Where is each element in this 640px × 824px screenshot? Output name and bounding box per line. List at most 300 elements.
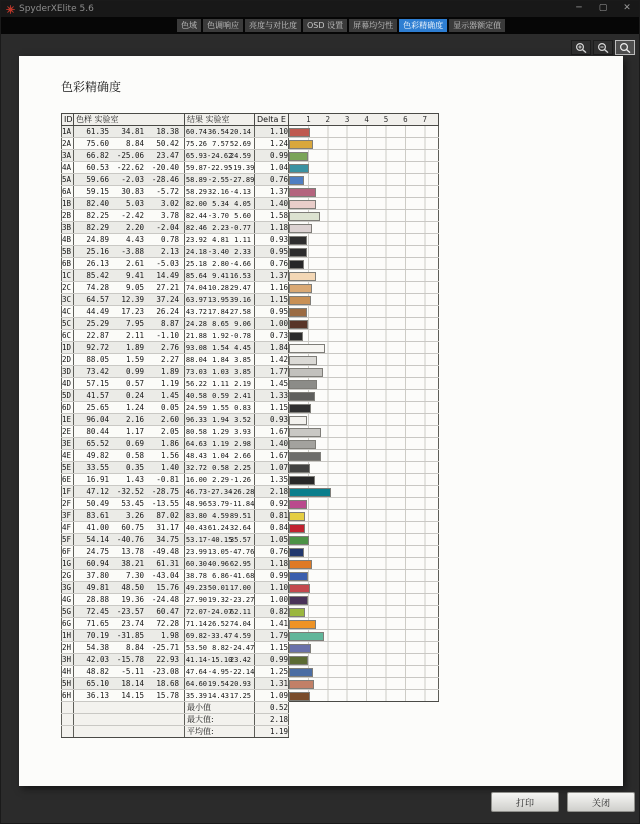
cell-delta-chart — [289, 522, 439, 534]
lab-value: -15.10 — [207, 655, 233, 664]
cell-id: 2B — [62, 210, 74, 222]
lab-value: 26.24 — [156, 307, 179, 316]
lab-value: -24.07 — [207, 607, 233, 616]
table-row-2H — [62, 642, 439, 654]
lab-value: 1.94 — [212, 415, 229, 424]
zoom-out-button[interactable] — [593, 40, 613, 55]
lab-value: -2.04 — [156, 223, 179, 232]
lab-value: 48.50 — [121, 583, 144, 592]
lab-value: 2.11 — [125, 331, 144, 340]
tab-bar — [1, 17, 639, 34]
lab-value: 82.40 — [86, 199, 109, 208]
table-row-1H — [62, 630, 439, 642]
table-body — [62, 126, 439, 738]
lab-value: -24.47 — [229, 643, 255, 652]
lab-value: 61.35 — [86, 127, 109, 136]
delta-bar — [289, 344, 325, 353]
table-row-1C — [62, 270, 439, 282]
lab-value: 15.76 — [156, 583, 179, 592]
lab-value: 18.68 — [156, 679, 179, 688]
lab-value: 75.26 — [185, 139, 207, 148]
table-row-6E — [62, 474, 439, 486]
lab-value: -4.95 — [207, 667, 229, 676]
cell-id: 3F — [62, 510, 74, 522]
cell-sample-lab — [74, 558, 185, 570]
table-row-1G — [62, 558, 439, 570]
table-row-4B — [62, 234, 439, 246]
cell-delta-e: 1.84 — [255, 342, 289, 354]
table-row-2A — [62, 138, 439, 150]
cell-result-lab — [185, 582, 255, 594]
table-row-5H — [62, 678, 439, 690]
cell-id: 5A — [62, 174, 74, 186]
lab-value: 74.28 — [86, 283, 109, 292]
cell-id: 4B — [62, 234, 74, 246]
lab-value: -2.42 — [121, 211, 144, 220]
lab-value: 24.18 — [185, 247, 207, 256]
tab-1[interactable]: 色调响应 — [203, 19, 243, 32]
cell-id: 1D — [62, 342, 74, 354]
lab-value: 18.38 — [156, 127, 179, 136]
cell-result-lab — [185, 618, 255, 630]
zoom-in-button[interactable] — [571, 40, 591, 55]
cell-delta-chart — [289, 378, 439, 390]
lab-value: -28.75 — [151, 487, 179, 496]
cell-delta-chart — [289, 354, 439, 366]
lab-value: 1.89 — [125, 343, 144, 352]
table-row-5B — [62, 246, 439, 258]
cell-sample-lab — [74, 546, 185, 558]
lab-value: 14.49 — [156, 271, 179, 280]
cell-result-lab — [185, 666, 255, 678]
window-title: SpyderXElite 5.6 — [19, 4, 94, 14]
cell-result-lab — [185, 486, 255, 498]
cell-delta-e: 1.37 — [255, 270, 289, 282]
cell-sample-lab — [74, 414, 185, 426]
cell-result-lab — [185, 174, 255, 186]
cell-id: 4F — [62, 522, 74, 534]
cell-id: 3G — [62, 582, 74, 594]
lab-value: -3.70 — [207, 211, 229, 220]
lab-value: 65.93 — [185, 151, 207, 160]
lab-value: 48.96 — [185, 499, 207, 508]
lab-value: 49.81 — [86, 583, 109, 592]
lab-value: 10.28 — [207, 283, 229, 292]
delta-bar — [289, 548, 304, 557]
table-row-2E — [62, 426, 439, 438]
cell-delta-e: 1.18 — [255, 558, 289, 570]
cell-sample-lab — [74, 654, 185, 666]
cell-delta-chart — [289, 270, 439, 282]
zoom-out-icon — [597, 42, 610, 54]
cell-id: 3A — [62, 150, 74, 162]
lab-value: 9.05 — [125, 283, 144, 292]
cell-result-lab — [185, 210, 255, 222]
lab-value: 50.01 — [207, 583, 229, 592]
delta-bar — [289, 152, 308, 161]
lab-value: -25.71 — [151, 643, 179, 652]
cell-sample-lab — [74, 306, 185, 318]
maximize-button[interactable]: ▢ — [598, 3, 608, 13]
cell-result-lab — [185, 642, 255, 654]
lab-value: 37.24 — [156, 295, 179, 304]
summary-empty-id — [62, 702, 74, 714]
tab-5[interactable]: 色彩精确度 — [399, 19, 447, 32]
lab-value: 4.43 — [125, 235, 144, 244]
lab-value: 1.11 — [212, 379, 229, 388]
lab-value: -13.55 — [151, 499, 179, 508]
tab-0[interactable]: 色域 — [177, 19, 201, 32]
lab-value: 25.65 — [86, 403, 109, 412]
cell-id: 1E — [62, 414, 74, 426]
lab-value: 24.59 — [229, 151, 251, 160]
lab-value: 53.79 — [207, 499, 229, 508]
tab-2[interactable]: 亮度与对比度 — [245, 19, 301, 32]
lab-value: 82.29 — [86, 223, 109, 232]
zoom-fit-button[interactable] — [615, 40, 635, 55]
page-title: 色彩精确度 — [61, 80, 122, 94]
lab-value: 33.55 — [86, 463, 109, 472]
cell-id: 4C — [62, 306, 74, 318]
cell-id: 6A — [62, 186, 74, 198]
lab-value: 82.44 — [185, 211, 207, 220]
cell-delta-chart — [289, 186, 439, 198]
lab-value: 14.43 — [207, 691, 229, 700]
cell-sample-lab — [74, 606, 185, 618]
cell-delta-chart — [289, 342, 439, 354]
delta-bar — [289, 488, 331, 497]
cell-result-lab — [185, 390, 255, 402]
cell-id: 5H — [62, 678, 74, 690]
cell-id: 6E — [62, 474, 74, 486]
cell-delta-chart — [289, 690, 439, 702]
cell-sample-lab — [74, 522, 185, 534]
summary-row-0 — [62, 702, 439, 714]
lab-value: 92.72 — [86, 343, 109, 352]
delta-bar — [289, 224, 312, 233]
lab-value: 2.16 — [125, 415, 144, 424]
cell-delta-e: 1.18 — [255, 222, 289, 234]
lab-value: 25.16 — [86, 247, 109, 256]
cell-delta-chart — [289, 126, 439, 138]
cell-id: 5E — [62, 462, 74, 474]
cell-id: 1A — [62, 126, 74, 138]
lab-value: 74.04 — [229, 619, 251, 628]
cell-sample-lab — [74, 666, 185, 678]
cell-sample-lab — [74, 378, 185, 390]
delta-bar — [289, 296, 311, 305]
close-dialog-button[interactable]: 关闭 — [567, 792, 635, 812]
cell-delta-e: 1.41 — [255, 618, 289, 630]
cell-result-lab — [185, 558, 255, 570]
cell-delta-e: 1.09 — [255, 690, 289, 702]
table-row-5C — [62, 318, 439, 330]
lab-value: 5.03 — [125, 199, 144, 208]
lab-value: -23.27 — [229, 595, 255, 604]
cell-id: 2A — [62, 138, 74, 150]
cell-result-lab — [185, 594, 255, 606]
summary-row-1 — [62, 714, 439, 726]
lab-value: -23.08 — [151, 667, 179, 676]
lab-value: 19.54 — [207, 679, 229, 688]
lab-value: -19.39 — [229, 163, 255, 172]
lab-value: 85.64 — [185, 271, 207, 280]
lab-value: 21.88 — [185, 331, 207, 340]
lab-value: -22.95 — [207, 163, 233, 172]
cell-delta-e: 0.92 — [255, 498, 289, 510]
close-button[interactable]: ✕ — [623, 3, 631, 13]
lab-value: 2.19 — [234, 379, 251, 388]
tab-6[interactable]: 显示器额定值 — [449, 19, 505, 32]
cell-result-lab — [185, 246, 255, 258]
cell-id: 6C — [62, 330, 74, 342]
cell-result-lab — [185, 162, 255, 174]
table-row-3B — [62, 222, 439, 234]
cell-sample-lab — [74, 594, 185, 606]
lab-value: 82.25 — [86, 211, 109, 220]
cell-delta-e: 1.37 — [255, 186, 289, 198]
cell-sample-lab — [74, 186, 185, 198]
cell-delta-e: 1.15 — [255, 642, 289, 654]
lab-value: -1.26 — [229, 475, 251, 484]
cell-delta-e: 0.81 — [255, 510, 289, 522]
lab-value: 7.57 — [212, 139, 229, 148]
lab-value: 24.59 — [185, 403, 207, 412]
print-button[interactable]: 打印 — [491, 792, 559, 812]
lab-value: 59.15 — [86, 187, 109, 196]
lab-value: 37.80 — [86, 571, 109, 580]
cell-result-lab — [185, 126, 255, 138]
cell-sample-lab — [74, 354, 185, 366]
delta-bar — [289, 620, 316, 629]
lab-value: 5.34 — [212, 199, 229, 208]
lab-value: 2.61 — [125, 259, 144, 268]
lab-value: 27.90 — [185, 595, 207, 604]
cell-delta-chart — [289, 498, 439, 510]
cell-result-lab — [185, 690, 255, 702]
lab-value: 24.75 — [86, 547, 109, 556]
cell-result-lab — [185, 474, 255, 486]
lab-value: 20.14 — [229, 127, 251, 136]
lab-value: 1.19 — [160, 379, 179, 388]
cell-delta-e: 1.45 — [255, 378, 289, 390]
cell-delta-chart — [289, 630, 439, 642]
lab-value: 2.76 — [160, 343, 179, 352]
lab-value: 80.44 — [86, 427, 109, 436]
delta-bar — [289, 476, 315, 485]
summary-empty-id — [62, 726, 74, 738]
cell-delta-chart — [289, 462, 439, 474]
cell-delta-chart — [289, 198, 439, 210]
lab-value: 1.24 — [125, 403, 144, 412]
lab-value: 53.50 — [185, 643, 207, 652]
table-row-1F — [62, 486, 439, 498]
cell-delta-e: 1.00 — [255, 318, 289, 330]
cell-delta-chart — [289, 582, 439, 594]
lab-value: 60.94 — [86, 559, 109, 568]
cell-result-lab — [185, 150, 255, 162]
lab-value: 93.08 — [185, 343, 207, 352]
lab-value: 43.72 — [185, 307, 207, 316]
cell-delta-chart — [289, 486, 439, 498]
titlebar[interactable] — [1, 1, 639, 17]
cell-id: 5F — [62, 534, 74, 546]
cell-result-lab — [185, 438, 255, 450]
lab-value: -26.28 — [229, 487, 255, 496]
table-row-3A — [62, 150, 439, 162]
cell-delta-chart — [289, 618, 439, 630]
lab-value: 25.29 — [86, 319, 109, 328]
lab-value: 60.47 — [156, 607, 179, 616]
lab-value: 49.82 — [86, 451, 109, 460]
cell-sample-lab — [74, 510, 185, 522]
lab-value: 80.58 — [185, 427, 207, 436]
tab-3[interactable]: OSD 设置 — [303, 19, 347, 32]
summary-row-2 — [62, 726, 439, 738]
table-row-1E — [62, 414, 439, 426]
lab-value: 66.82 — [86, 151, 109, 160]
table-row-5D — [62, 390, 439, 402]
lab-value: 23.42 — [229, 655, 251, 664]
cell-id: 6D — [62, 402, 74, 414]
lab-value: -24.62 — [207, 151, 233, 160]
lab-value: 54.38 — [86, 643, 109, 652]
lab-value: 40.43 — [185, 523, 207, 532]
cell-sample-lab — [74, 174, 185, 186]
cell-sample-lab — [74, 138, 185, 150]
cell-delta-chart — [289, 438, 439, 450]
table-row-5A — [62, 174, 439, 186]
cell-delta-chart — [289, 474, 439, 486]
lab-value: 1.17 — [125, 427, 144, 436]
lab-value: 3.02 — [160, 199, 179, 208]
lab-value: 8.65 — [212, 319, 229, 328]
table-row-2F — [62, 498, 439, 510]
lab-value: 96.33 — [185, 415, 207, 424]
lab-value: 59.87 — [185, 163, 207, 172]
lab-value: 54.14 — [86, 535, 109, 544]
zoom-fit-icon — [619, 42, 632, 54]
lab-value: 1.45 — [160, 391, 179, 400]
lab-value: 17.23 — [121, 307, 144, 316]
cell-sample-lab — [74, 162, 185, 174]
cell-sample-lab — [74, 486, 185, 498]
lab-value: 1.19 — [212, 439, 229, 448]
cell-id: 3C — [62, 294, 74, 306]
lab-value: 2.27 — [160, 355, 179, 364]
cell-delta-e: 1.67 — [255, 450, 289, 462]
cell-id: 4A — [62, 162, 74, 174]
cell-delta-e: 1.42 — [255, 354, 289, 366]
lab-value: 1.40 — [160, 463, 179, 472]
cell-result-lab — [185, 498, 255, 510]
cell-sample-lab — [74, 390, 185, 402]
lab-value: 63.97 — [185, 295, 207, 304]
delta-bar — [289, 164, 309, 173]
lab-value: 41.00 — [86, 523, 109, 532]
minimize-button[interactable]: ─ — [576, 3, 582, 13]
lab-value: 26.52 — [207, 619, 229, 628]
cell-result-lab — [185, 270, 255, 282]
lab-value: -2.55 — [207, 175, 229, 184]
lab-value: 49.23 — [185, 583, 207, 592]
lab-value: 30.83 — [121, 187, 144, 196]
lab-value: 1.04 — [212, 451, 229, 460]
delta-bar — [289, 380, 317, 389]
cell-delta-chart — [289, 234, 439, 246]
summary-empty-id — [62, 714, 74, 726]
cell-delta-chart — [289, 666, 439, 678]
table-row-6C — [62, 330, 439, 342]
cell-delta-chart — [289, 174, 439, 186]
cell-id: 4D — [62, 378, 74, 390]
table-header-row — [62, 114, 439, 126]
cell-sample-lab — [74, 210, 185, 222]
tab-4[interactable]: 屏幕均匀性 — [349, 19, 397, 32]
cell-delta-chart — [289, 594, 439, 606]
cell-delta-e: 1.15 — [255, 294, 289, 306]
delta-bar — [289, 200, 316, 209]
table-row-5G — [62, 606, 439, 618]
cell-delta-chart — [289, 150, 439, 162]
lab-value: 89.51 — [229, 511, 251, 520]
header-id: ID — [62, 114, 74, 126]
delta-bar — [289, 176, 304, 185]
lab-value: 64.63 — [185, 439, 207, 448]
cell-sample-lab — [74, 690, 185, 702]
lab-value: 70.19 — [86, 631, 109, 640]
summary-value: 2.18 — [255, 714, 289, 726]
lab-value: 52.69 — [229, 139, 251, 148]
lab-value: 19.36 — [121, 595, 144, 604]
lab-value: 53.45 — [121, 499, 144, 508]
cell-id: 5G — [62, 606, 74, 618]
lab-value: 0.58 — [125, 451, 144, 460]
lab-value: 1.43 — [125, 475, 144, 484]
cell-result-lab — [185, 306, 255, 318]
scale-tick-5: 5 — [383, 115, 389, 124]
cell-delta-chart — [289, 570, 439, 582]
header-sample-lab: 色样 实验室 — [74, 114, 185, 126]
scale-tick-7: 7 — [422, 115, 428, 124]
lab-value: 14.15 — [121, 691, 144, 700]
cell-delta-chart — [289, 606, 439, 618]
delta-bar — [289, 248, 307, 257]
lab-value: -3.40 — [207, 247, 229, 256]
summary-value: 0.52 — [255, 702, 289, 714]
table-row-6B — [62, 258, 439, 270]
lab-value: 34.75 — [156, 535, 179, 544]
lab-value: 0.24 — [125, 391, 144, 400]
delta-bar — [289, 584, 310, 593]
lab-value: 96.04 — [86, 415, 109, 424]
cell-sample-lab — [74, 582, 185, 594]
lab-value: 1.84 — [212, 355, 229, 364]
lab-value: -4.66 — [229, 259, 251, 268]
cell-sample-lab — [74, 198, 185, 210]
table-row-4D — [62, 378, 439, 390]
lab-value: 75.60 — [86, 139, 109, 148]
lab-value: 0.05 — [160, 403, 179, 412]
cell-result-lab — [185, 570, 255, 582]
cell-result-lab — [185, 294, 255, 306]
lab-value: 48.82 — [86, 667, 109, 676]
cell-id: 2E — [62, 426, 74, 438]
cell-delta-chart — [289, 318, 439, 330]
lab-value: 13.95 — [207, 295, 229, 304]
lab-value: -4.13 — [229, 187, 251, 196]
cell-result-lab — [185, 462, 255, 474]
